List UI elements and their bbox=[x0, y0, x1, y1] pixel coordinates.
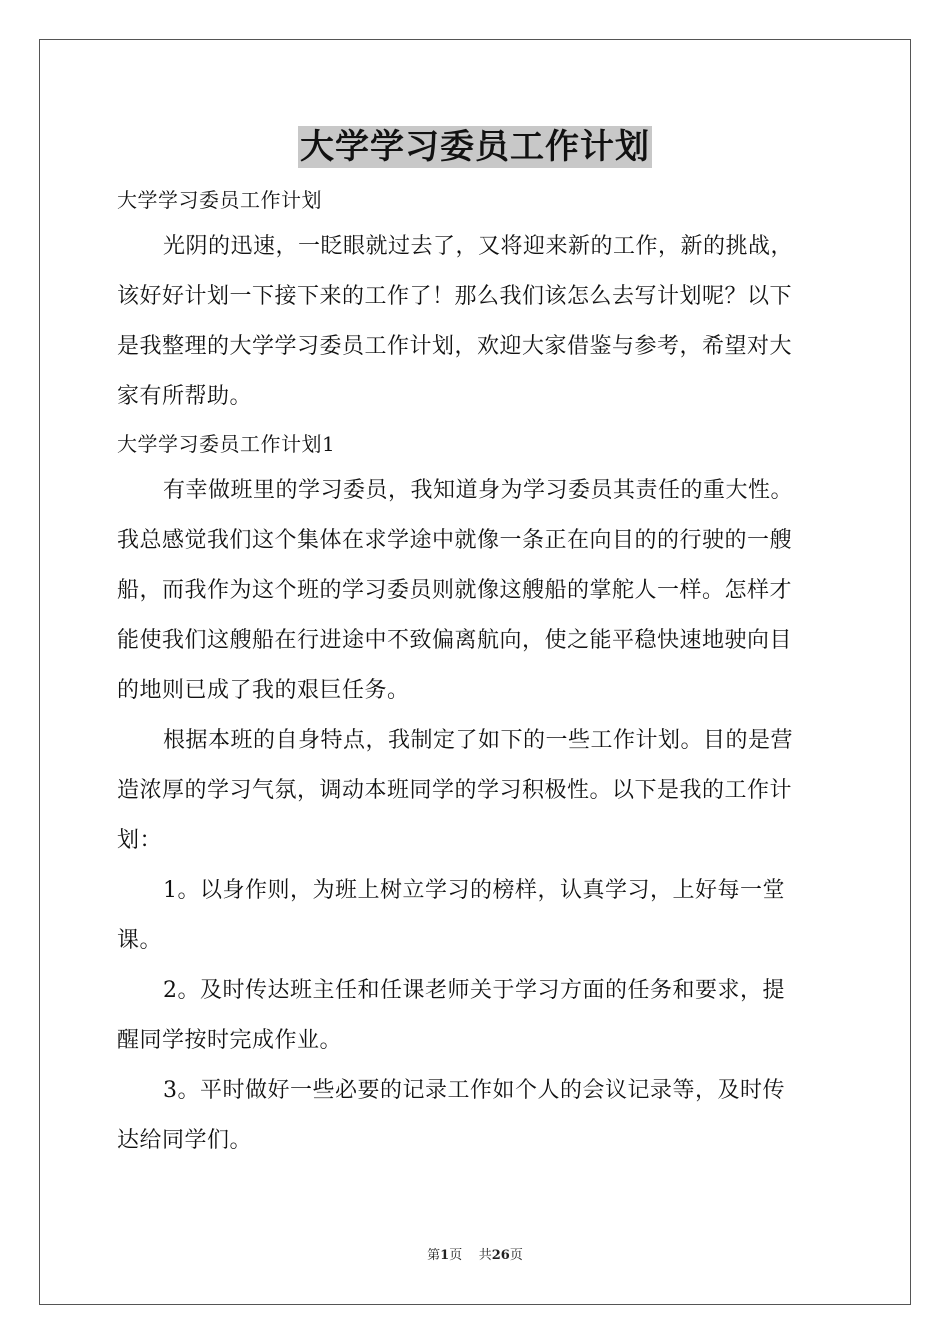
text-line: 家有所帮助。 bbox=[117, 384, 253, 409]
text-line: 醒同学按时完成作业。 bbox=[117, 1028, 343, 1053]
text-line: 课。 bbox=[117, 928, 163, 953]
footer-page-prefix: 第 bbox=[427, 1248, 441, 1263]
document-subtitle: 大学学习委员工作计划 bbox=[117, 188, 322, 212]
text-line: 的地则已成了我的艰巨任务。 bbox=[117, 678, 410, 703]
text-line: 2。及时传达班主任和任课老师关于学习方面的任务和要求，提 bbox=[163, 978, 785, 1003]
list-item-3 bbox=[117, 1066, 833, 1166]
text-line: 船，而我作为这个班的学习委员则就像这艘船的掌舵人一样。怎样才 bbox=[117, 578, 793, 603]
list-item-2 bbox=[117, 966, 833, 1066]
text-line: 3。平时做好一些必要的记录工作如个人的会议记录等，及时传 bbox=[163, 1078, 785, 1103]
document-title: 大学学习委员工作计划 bbox=[300, 127, 650, 167]
document-body bbox=[117, 178, 833, 1166]
footer-page-suffix: 页 bbox=[449, 1248, 463, 1263]
text-line: 1。以身作则，为班上树立学习的榜样，认真学习，上好每一堂 bbox=[163, 878, 785, 903]
text-line: 划： bbox=[117, 828, 163, 853]
list-item-1 bbox=[117, 866, 833, 966]
text-line: 光阴的迅速，一眨眼就过去了，又将迎来新的工作，新的挑战， bbox=[163, 234, 794, 259]
text-line: 能使我们这艘船在行进途中不致偏离航向，使之能平稳快速地驶向目 bbox=[117, 628, 793, 653]
footer-page-current: 1 bbox=[440, 1248, 450, 1263]
text-line: 该好好计划一下接下来的工作了！那么我们该怎么去写计划呢？以下 bbox=[117, 284, 793, 309]
text-line: 造浓厚的学习气氛，调动本班同学的学习积极性。以下是我的工作计 bbox=[117, 778, 793, 803]
text-line: 达给同学们。 bbox=[117, 1128, 253, 1153]
title-wrap bbox=[0, 126, 950, 168]
paragraph-1 bbox=[117, 466, 833, 716]
text-line: 根据本班的自身特点，我制定了如下的一些工作计划。目的是营 bbox=[163, 728, 794, 753]
intro-paragraph bbox=[117, 222, 833, 422]
text-line: 是我整理的大学学习委员工作计划，欢迎大家借鉴与参考，希望对大 bbox=[117, 334, 793, 359]
footer-total-suffix: 页 bbox=[509, 1248, 523, 1263]
paragraph-2 bbox=[117, 716, 833, 866]
section-heading: 大学学习委员工作计划1 bbox=[117, 432, 336, 456]
footer-page-total: 26 bbox=[491, 1248, 510, 1263]
footer-total-prefix: 共 bbox=[478, 1248, 492, 1263]
text-line: 我总感觉我们这个集体在求学途中就像一条正在向目的的行驶的一艘 bbox=[117, 528, 793, 553]
page-footer bbox=[0, 1244, 950, 1263]
text-line: 有幸做班里的学习委员，我知道身为学习委员其责任的重大性。 bbox=[163, 478, 794, 503]
